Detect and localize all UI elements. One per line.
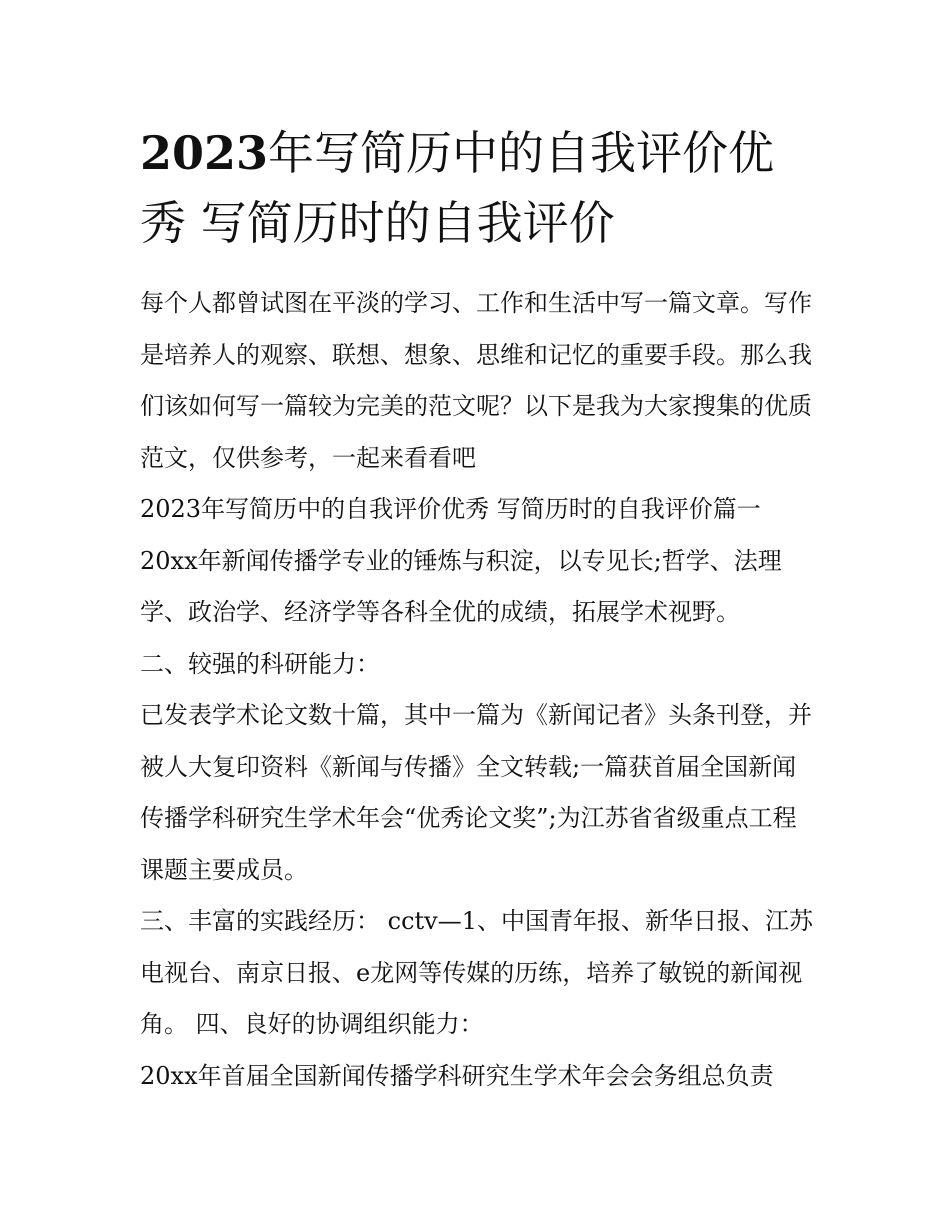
- document-body: [140, 278, 820, 1102]
- body-paragraph: 20xx年首届全国新闻传播学科研究生学术年会会务组总负责: [140, 1061, 774, 1090]
- title-text: 年写简历中的自我评价优秀 写简历时的自我评价: [140, 126, 775, 250]
- document-title: [140, 118, 820, 258]
- title-year: 2023: [140, 126, 269, 180]
- subheading-research: 二、较强的科研能力：: [140, 649, 380, 678]
- intro-paragraph: 每个人都曾试图在平淡的学习、工作和生活中写一篇文章。写作是培养人的观察、联想、想象、思维和记忆的重要手段。那么我们该如何写一篇较为完美的范文呢？以下是我为大家搜集的优质范文，仅供参考，一起来看看吧: [140, 289, 812, 472]
- body-paragraph: 20xx年新闻传播学专业的锤炼与积淀，以专见长;哲学、法理学、政治学、经济学等各科全优的成绩，拓展学术视野。: [140, 546, 782, 626]
- body-paragraph: 三、丰富的实践经历： cctv—1、中国青年报、新华日报、江苏电视台、南京日报、e龙网等传媒的历练，培养了敏锐的新闻视角。 四、良好的协调组织能力：: [140, 907, 813, 1038]
- body-paragraph: 已发表学术论文数十篇，其中一篇为《新闻记者》头条刊登，并被人大复印资料《新闻与传播》全文转载;一篇获首届全国新闻传播学科研究生学术年会“优秀论文奖”;为江苏省省级重点工程课题主要成员。: [140, 701, 812, 884]
- section-heading: 2023年写简历中的自我评价优秀 写简历时的自我评价篇一: [140, 495, 761, 523]
